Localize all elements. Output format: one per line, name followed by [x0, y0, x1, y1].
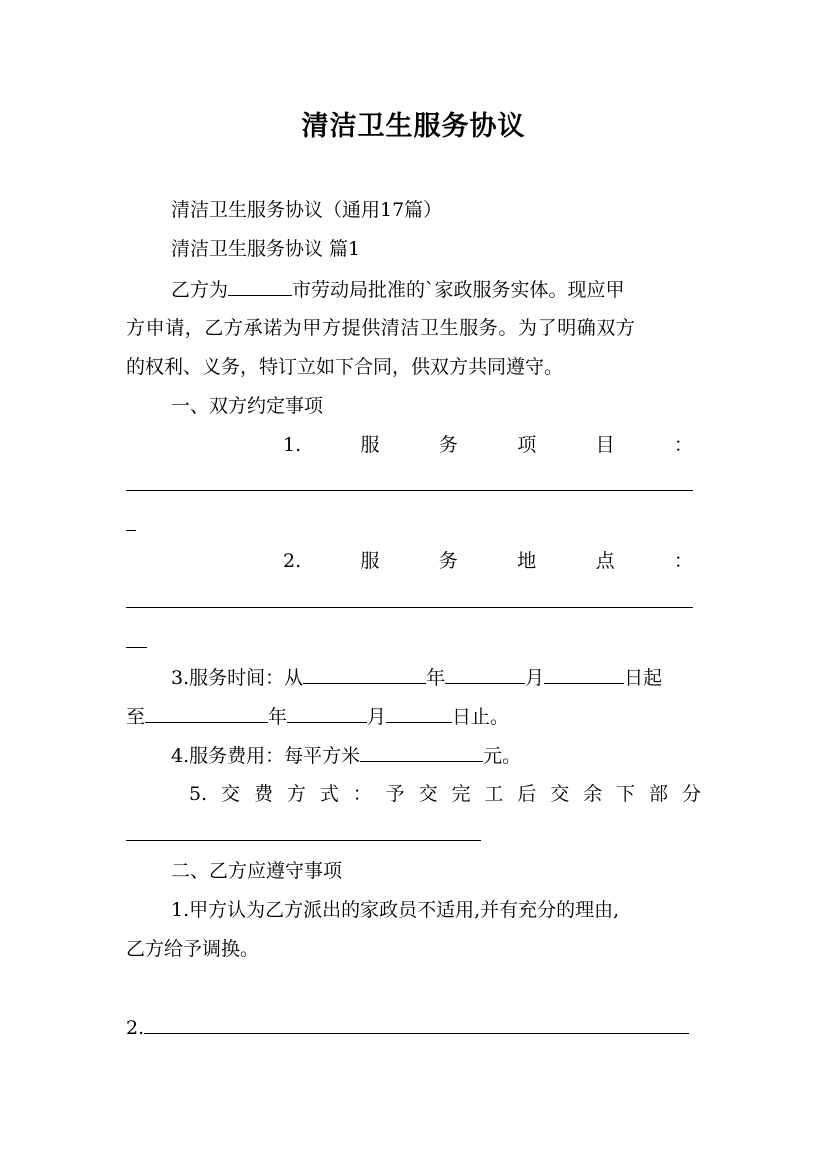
part-two-heading: 二、乙方应遵守事项	[171, 860, 343, 882]
intro-line-3: 的权利、义务，特订立如下合同，供双方共同遵守。	[126, 356, 564, 378]
item-5-char: 后	[517, 783, 537, 805]
item-4-service-fee	[171, 743, 521, 768]
item-3-service-time-cont	[126, 704, 509, 729]
item-1-char: 目	[595, 434, 615, 456]
item-5-payment-method	[189, 782, 701, 806]
fill-blank	[445, 665, 525, 684]
item-4-text: 元。	[483, 745, 522, 767]
fill-blank	[144, 1015, 689, 1034]
item-2-service-location	[283, 549, 693, 573]
item-5-char: 予	[385, 783, 405, 805]
fill-blank	[360, 743, 483, 762]
fill-blank	[287, 704, 367, 723]
item-2-char: 2.	[283, 550, 302, 572]
rule-1-line-2: 乙方给予调换。	[126, 938, 260, 960]
item-3-text: 日起	[624, 667, 663, 689]
part-one-heading: 一、双方约定事项	[171, 395, 324, 417]
item-5-char: 交	[550, 783, 570, 805]
item-5-char: ：	[352, 783, 372, 805]
item-2-char: 地	[517, 550, 537, 572]
item-5-char: 费	[253, 783, 273, 805]
item-3-text: 至	[126, 706, 146, 728]
fill-blank	[386, 704, 452, 723]
item-4-text: 4.服务费用：每平方米	[171, 745, 361, 767]
item-5-char: 余	[583, 783, 603, 805]
item-3-text: 月	[525, 667, 545, 689]
fill-blank-line	[126, 840, 481, 841]
item-1-char: 服	[360, 434, 380, 456]
rule-2-number: 2.	[126, 1017, 145, 1039]
item-5-char: 部	[649, 783, 669, 805]
item-3-text: 年	[268, 706, 288, 728]
fill-blank	[544, 665, 624, 684]
item-1-char: 1.	[283, 434, 302, 456]
item-1-service-project	[283, 433, 693, 457]
item-2-char: 点	[595, 550, 615, 572]
rule-2	[126, 1015, 689, 1040]
item-3-text: 3.服务时间：从	[171, 667, 304, 689]
item-5-char: 工	[484, 783, 504, 805]
item-5-char: 分	[681, 783, 701, 805]
item-1-char: ：	[673, 434, 693, 456]
fill-blank-line	[126, 530, 136, 531]
item-5-char: 5.	[189, 783, 208, 805]
item-2-char: 务	[438, 550, 458, 572]
rule-1-line-1: 1.甲方认为乙方派出的家政员不适用,并有充分的理由,	[171, 899, 620, 921]
document-title: 清洁卫生服务协议	[301, 111, 526, 142]
item-3-text: 年	[426, 667, 446, 689]
item-5-char: 式	[319, 783, 339, 805]
item-3-service-time	[171, 665, 662, 690]
fill-blank	[145, 704, 268, 723]
fill-blank-line	[126, 490, 693, 491]
fill-blank	[228, 277, 292, 296]
item-2-char: 服	[360, 550, 380, 572]
item-2-char: ：	[673, 550, 693, 572]
section-heading: 清洁卫生服务协议 篇1	[171, 238, 361, 260]
item-5-char: 方	[286, 783, 306, 805]
item-3-text: 月	[367, 706, 387, 728]
item-5-char: 下	[616, 783, 636, 805]
intro-text-a: 乙方为	[171, 279, 229, 301]
fill-blank-line	[126, 607, 693, 608]
fill-blank-line	[126, 647, 147, 648]
item-3-text: 日止。	[452, 706, 510, 728]
subtitle: 清洁卫生服务协议（通用17篇）	[171, 199, 443, 221]
item-5-char: 交	[418, 783, 438, 805]
fill-blank	[303, 665, 426, 684]
item-5-char: 完	[451, 783, 471, 805]
intro-line-1	[171, 277, 625, 302]
item-1-char: 务	[438, 434, 458, 456]
item-1-char: 项	[517, 434, 537, 456]
intro-line-2: 方申请，乙方承诺为甲方提供清洁卫生服务。为了明确双方	[126, 317, 636, 339]
item-5-char: 交	[221, 783, 241, 805]
intro-text-b: 市劳动局批准的`家政服务实体。现应甲	[292, 279, 625, 301]
